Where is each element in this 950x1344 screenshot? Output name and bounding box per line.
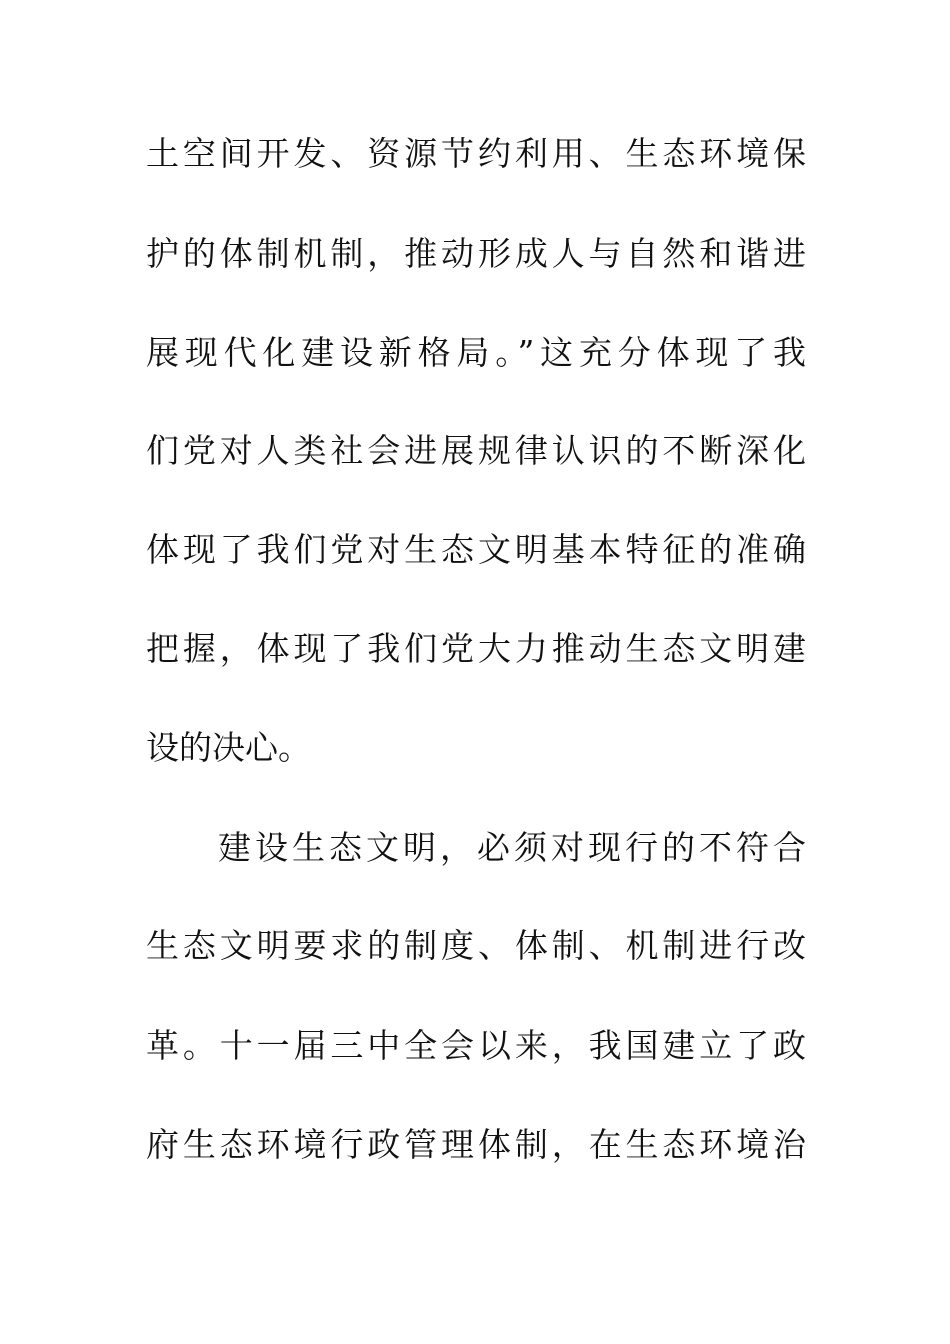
text-line-9: 生态文明要求的制度、体制、机制进行改 — [146, 926, 806, 965]
text-line-3: 展现代化建设新格局。”这充分体现了我 — [146, 333, 806, 372]
text-line-8: 建设生态文明，必须对现行的不符合 — [218, 828, 806, 867]
text-line-6: 把握，体现了我们党大力推动生态文明建 — [146, 629, 806, 668]
text-line-7: 设的决心。 — [146, 728, 311, 767]
text-line-10: 革。十一届三中全会以来，我国建立了政 — [146, 1026, 806, 1065]
text-line-5: 体现了我们党对生态文明基本特征的准确 — [146, 530, 806, 569]
text-line-4: 们党对人类社会进展规律认识的不断深化 — [146, 431, 806, 470]
text-line-11: 府生态环境行政管理体制，在生态环境治 — [146, 1125, 806, 1164]
text-line-1: 土空间开发、资源节约利用、生态环境保 — [146, 134, 806, 173]
text-line-2: 护的体制机制，推动形成人与自然和谐进 — [146, 234, 806, 273]
